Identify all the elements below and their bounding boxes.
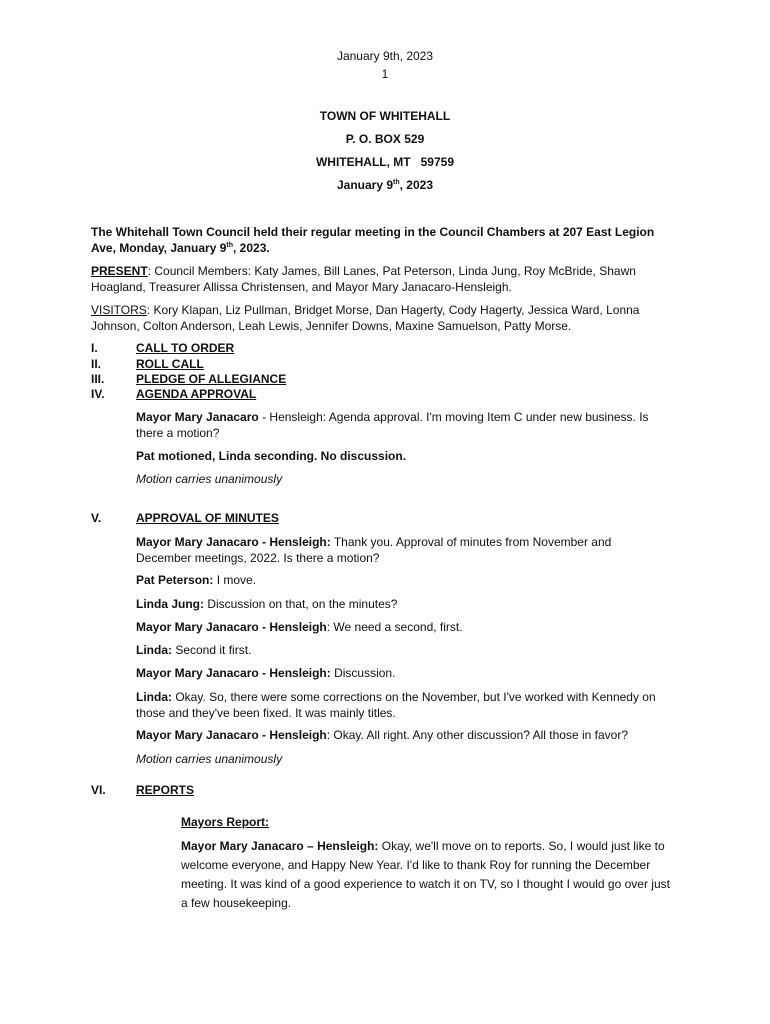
intro-sup: th [226,242,233,249]
speaker-name: Linda: [136,643,172,657]
header-date: January 9th, 2023 [336,49,434,63]
minutes-statement [136,727,686,743]
meeting-date-main: January 9 [336,178,394,192]
section-title: REPORTS [136,783,195,797]
statement-text: I move. [213,573,257,587]
section-num: VI. [91,783,106,797]
speaker-name: Mayor Mary Janacaro - Hensleigh [136,728,327,742]
statement-text: : Okay. All right. Any other discussion? All those in favor? [326,728,628,742]
speaker-name: Mayor Mary Janacaro - Hensleigh [136,620,327,634]
speaker-name: Mayor Mary Janacaro – Hensleigh: [181,839,379,853]
agenda-item-num: III. [91,372,105,386]
present-label: PRESENT [91,264,148,278]
minutes-statement [136,665,676,681]
town-name: TOWN OF WHITEHALL [319,109,451,123]
visitors-label: VISITORS [91,303,147,317]
speaker-name: Mayor Mary Janacaro [136,410,259,424]
agenda-item-title: CALL TO ORDER [136,341,235,355]
motion-statement: Pat motioned, Linda seconding. No discussion. [136,449,407,463]
agenda-item-title: AGENDA APPROVAL [136,387,257,401]
agenda-item-num: IV. [91,387,105,401]
meeting-date-sup: th [393,179,400,186]
minutes-statement [136,572,676,588]
minutes-statement [136,689,681,721]
statement-text: - Hensleigh: Agenda approval. I'm moving Item C under new business. Is there a motion? [136,410,649,440]
section-num: V. [91,511,102,525]
motion-result: Motion carries unanimously [136,472,283,486]
intro-paragraph [91,224,681,256]
statement-text: Discussion. [330,666,396,680]
speaker-name: Mayor Mary Janacaro - Hensleigh: [136,666,331,680]
intro-text-end: , 2023. [233,241,270,255]
city-state-zip: WHITEHALL, MT 59759 [315,155,455,169]
agenda-approval-statement [136,409,676,441]
present-paragraph [91,263,681,295]
section-title: APPROVAL OF MINUTES [136,511,279,525]
agenda-item-num: I. [91,341,98,355]
speaker-name: Linda Jung: [136,597,204,611]
statement-text: : We need a second, first. [326,620,463,634]
minutes-statement [136,596,676,612]
statement-text: Second it first. [172,643,252,657]
intro-text: The Whitehall Town Council held their regular meeting in the Council Chambers at 207 East Legion Ave, Monday, January 9 [91,225,655,255]
agenda-item-num: II. [91,357,102,371]
visitors-paragraph [91,302,681,334]
mayors-report-heading: Mayors Report: [181,815,270,829]
visitors-text: : Kory Klapan, Liz Pullman, Bridget Morse, Dan Hagerty, Cody Hagerty, Jessica Ward, Lonna Johnson, Colton Anderson, Leah Lewis, Jennifer Downs, Maxine Samuelson, Patty Morse. [91,303,640,333]
speaker-name: Pat Peterson: [136,573,214,587]
speaker-name: Linda: [136,690,172,704]
motion-result: Motion carries unanimously [136,752,283,766]
mayors-report-statement [181,837,676,913]
po-box: P. O. BOX 529 [345,132,425,146]
minutes-statement [136,642,676,658]
meeting-date-title [0,177,770,193]
agenda-item-title: ROLL CALL [136,357,204,371]
statement-text: Okay, we'll move on to reports. So, I would just like to welcome everyone, and Happy New Year. I'd like to thank Roy for running the December meeting. It was kind of a good experience to watch it on TV, so I thought I would go over just a few housekeeping. [181,839,670,910]
speaker-name: Mayor Mary Janacaro - Hensleigh: [136,535,331,549]
meeting-date-year: , 2023 [399,178,434,192]
statement-text: Okay. So, there were some corrections on the November, but I've worked with Kennedy on those and they've been fixed. It was mainly titles. [136,690,656,720]
statement-text: Thank you. Approval of minutes from November and December meetings, 2022. Is there a motion? [136,535,612,565]
agenda-item-title: PLEDGE OF ALLEGIANCE [136,372,287,386]
present-text: : Council Members: Katy James, Bill Lanes, Pat Peterson, Linda Jung, Roy McBride, Shawn Hoagland, Treasurer Allissa Christensen, and Mayor Mary Janacaro-Hensleigh. [91,264,636,294]
page-number: 1 [381,67,389,81]
minutes-statement [136,534,656,566]
statement-text: Discussion on that, on the minutes? [204,597,398,611]
minutes-statement [136,619,676,635]
